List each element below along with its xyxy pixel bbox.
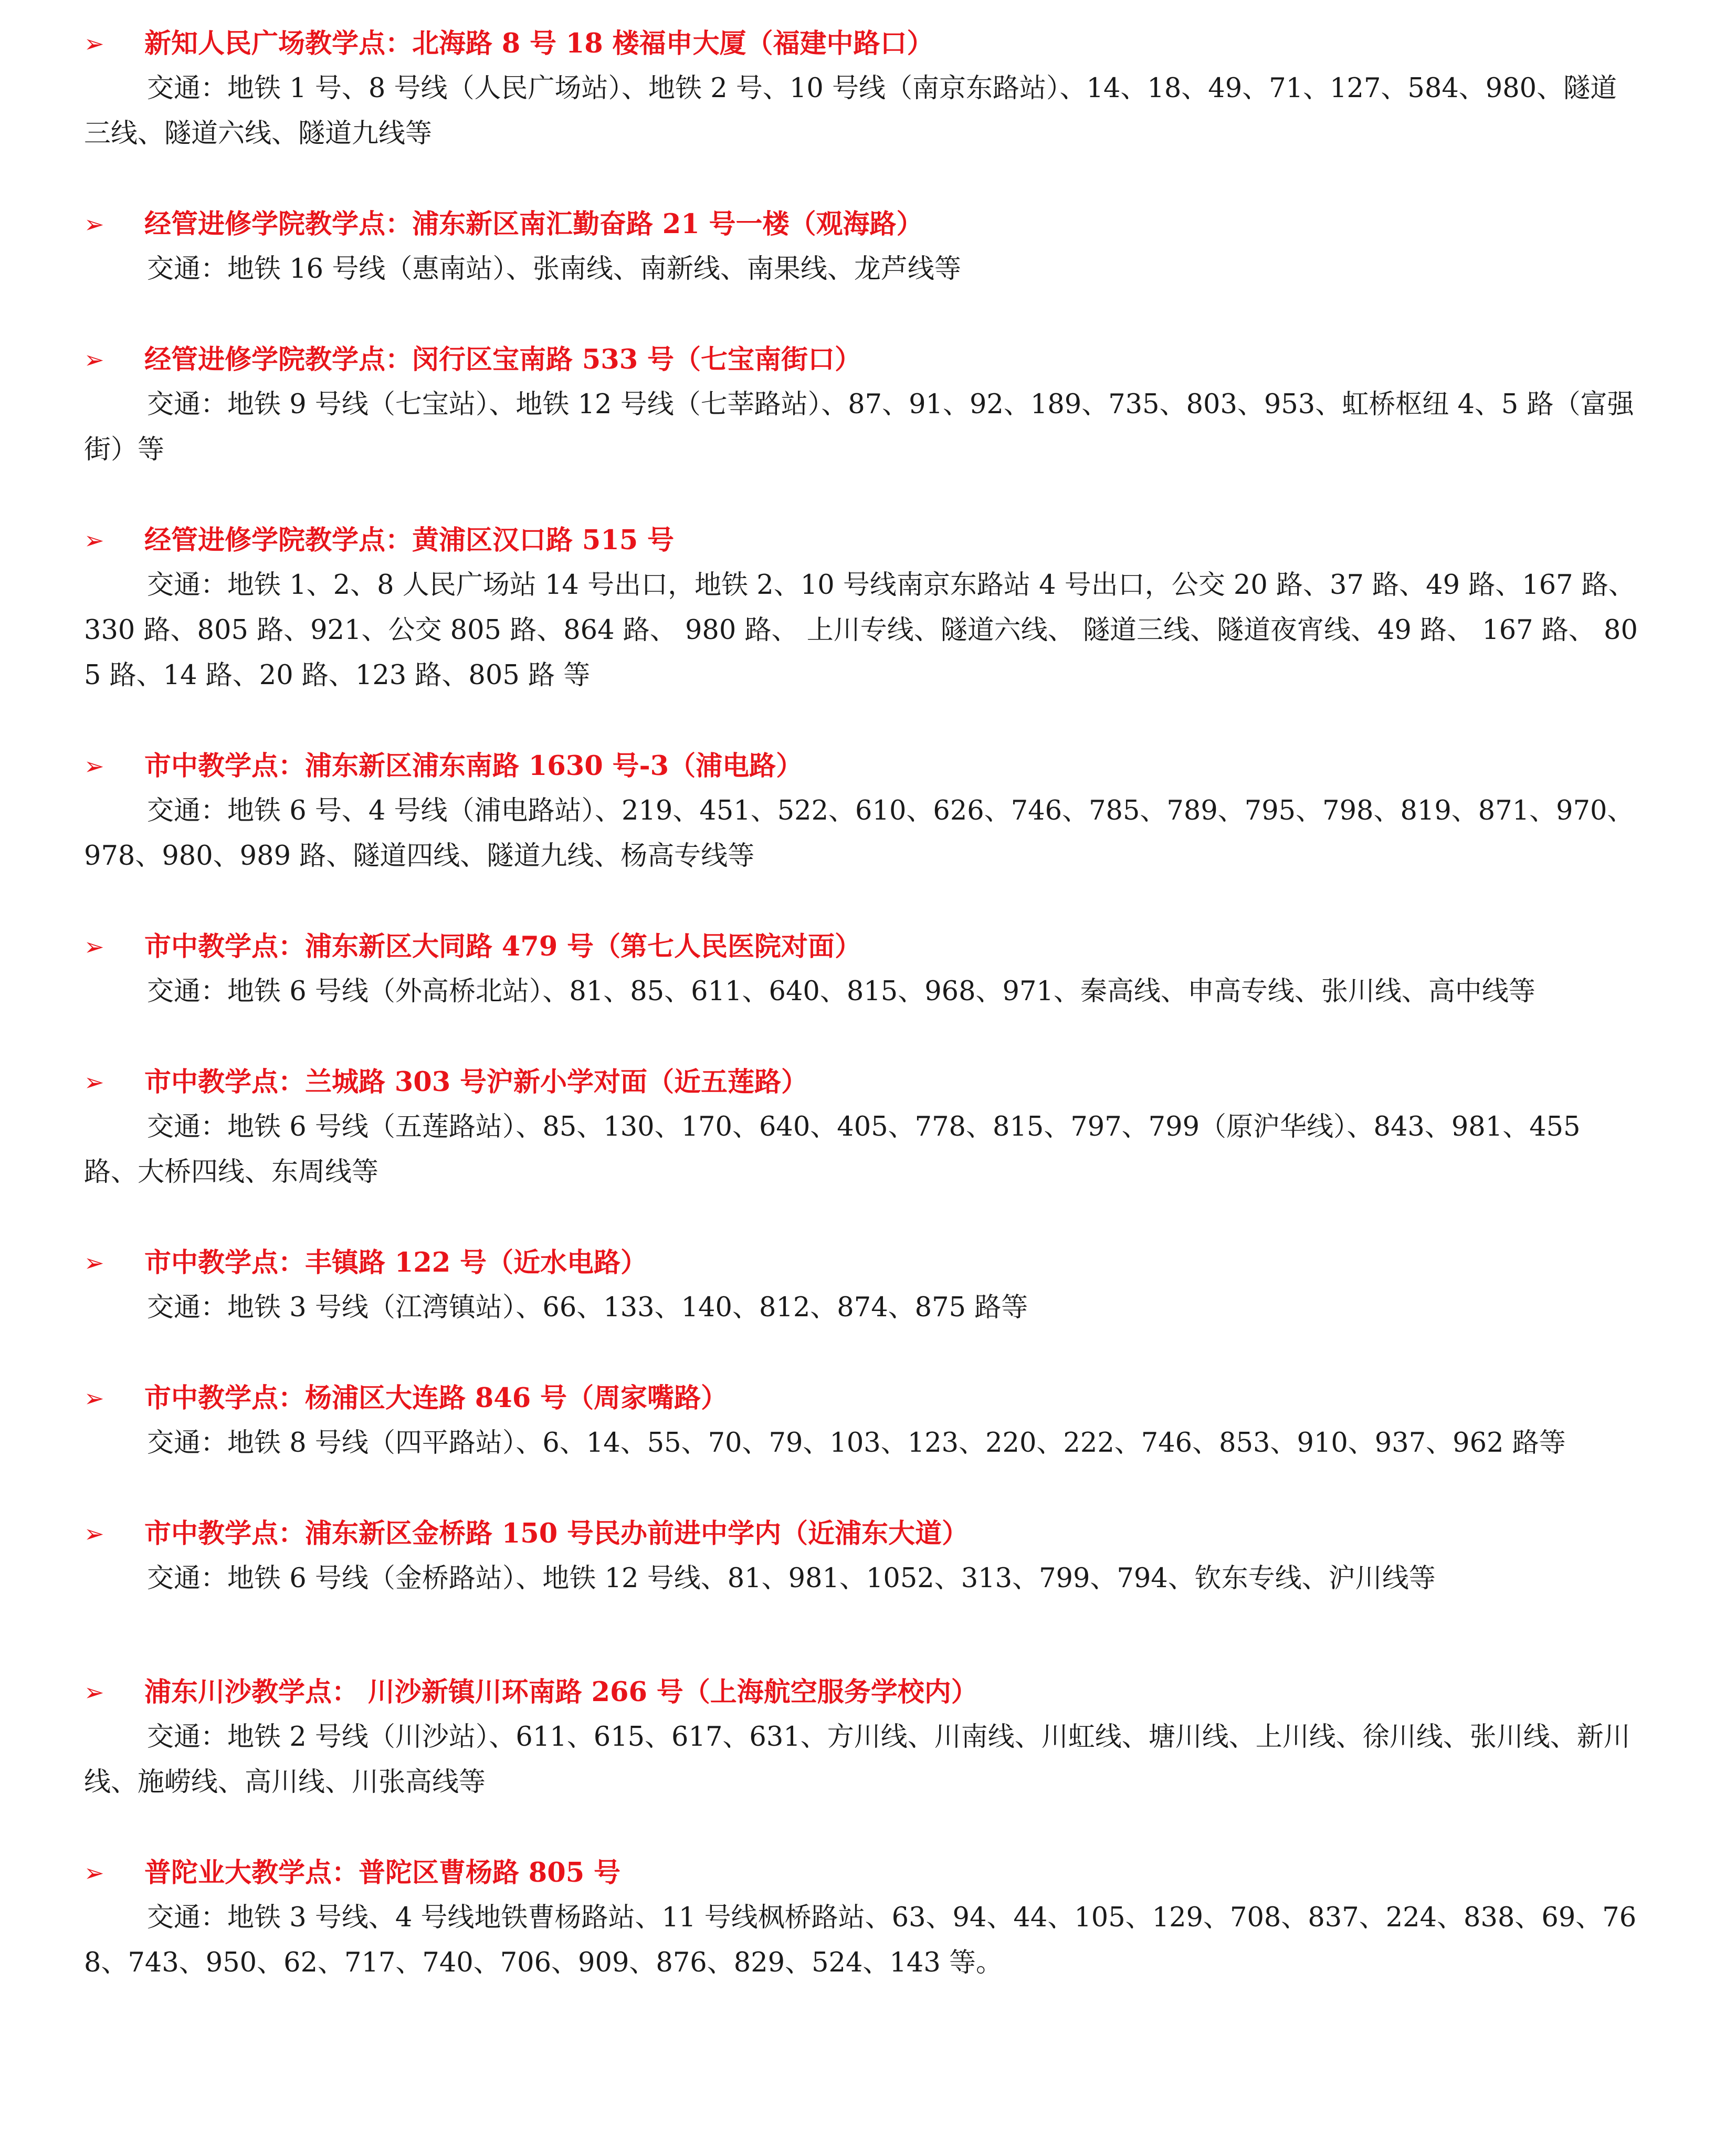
- bullet-arrow-icon: ➢: [84, 29, 104, 58]
- location-title: [84, 1511, 1638, 1556]
- bullet-arrow-icon: ➢: [84, 1249, 104, 1277]
- location-title-text: 市中教学点：浦东新区浦东南路 1630 号-3（浦电路）: [144, 750, 803, 782]
- spacer: [84, 1014, 1638, 1060]
- transit-info: 交通：地铁 6 号线（金桥路站）、地铁 12 号线、81、981、1052、313、799、794、钦东专线、沪川线等: [147, 1563, 1436, 1594]
- transit-info: 交通：地铁 9 号线（七宝站）、地铁 12 号线（七莘路站）、87、91、92、189、735、803、953、虹桥枢纽 4、5 路（富强街）等: [84, 389, 1634, 465]
- location-entry-11: [84, 1670, 1638, 1805]
- location-title-text: 市中教学点：丰镇路 122 号（近水电路）: [144, 1247, 647, 1278]
- transit-info: 交通：地铁 6 号、4 号线（浦电路站）、219、451、522、610、626、746、785、789、795、798、819、871、970、978、980、989 路、隧道四线、隧道九线、杨高专线等: [84, 795, 1634, 872]
- spacer: [84, 292, 1638, 337]
- location-title-text: 经管进修学院教学点：黄浦区汉口路 515 号: [144, 525, 674, 556]
- location-entry-12: [84, 1850, 1638, 1986]
- location-entry-1: [84, 21, 1638, 156]
- spacer: [84, 1805, 1638, 1850]
- location-title: [84, 337, 1638, 382]
- location-entry-5: [84, 743, 1638, 879]
- location-title-text: 浦东川沙教学点： 川沙新镇川环南路 266 号（上海航空服务学校内）: [144, 1676, 978, 1708]
- transit-info: 交通：地铁 3 号线、4 号线地铁曹杨路站、11 号线枫桥路站、63、94、44、105、129、708、837、224、838、69、768、743、950、62、717、740、706、909、876、829、524、143 等。: [84, 1902, 1637, 1978]
- location-title-text: 市中教学点：浦东新区大同路 479 号（第七人民医院对面）: [144, 931, 861, 962]
- bullet-arrow-icon: ➢: [84, 932, 104, 961]
- location-title-text: 新知人民广场教学点：北海路 8 号 18 楼福申大厦（福建中路口）: [144, 28, 934, 59]
- bullet-arrow-icon: ➢: [84, 526, 104, 554]
- location-title: [84, 21, 1638, 66]
- location-list: [84, 21, 1638, 1986]
- location-title: [84, 202, 1638, 247]
- bullet-arrow-icon: ➢: [84, 210, 104, 238]
- location-title-text: 经管进修学院教学点：闵行区宝南路 533 号（七宝南街口）: [144, 344, 861, 375]
- spacer: [84, 1330, 1638, 1376]
- location-title-text: 普陀业大教学点：普陀区曹杨路 805 号: [144, 1857, 620, 1889]
- transit-info: 交通：地铁 2 号线（川沙站）、611、615、617、631、方川线、川南线、川虹线、塘川线、上川线、徐川线、张川线、新川线、施崂线、高川线、川张高线等: [84, 1722, 1630, 1798]
- transit-info: 交通：地铁 1 号、8 号线（人民广场站）、地铁 2 号、10 号线（南京东路站）、14、18、49、71、127、584、980、隧道三线、隧道六线、隧道九线等: [84, 73, 1617, 149]
- location-title: [84, 1850, 1638, 1895]
- location-title: [84, 924, 1638, 969]
- bullet-arrow-icon: ➢: [84, 1678, 104, 1706]
- spacer: [84, 1195, 1638, 1240]
- location-title: [84, 518, 1638, 563]
- location-title-text: 市中教学点：兰城路 303 号沪新小学对面（近五莲路）: [144, 1066, 808, 1098]
- location-entry-9: [84, 1376, 1638, 1466]
- spacer: [84, 1601, 1638, 1670]
- spacer: [84, 1466, 1638, 1511]
- transit-info: 交通：地铁 6 号线（五莲路站）、85、130、170、640、405、778、815、797、799（原沪华线）、843、981、455 路、大桥四线、东周线等: [84, 1111, 1581, 1188]
- location-entry-7: [84, 1060, 1638, 1195]
- location-title-text: 经管进修学院教学点：浦东新区南汇勤奋路 21 号一楼（观海路）: [144, 208, 923, 240]
- transit-info: 交通：地铁 3 号线（江湾镇站）、66、133、140、812、874、875 路等: [147, 1292, 1028, 1323]
- location-title-text: 市中教学点：杨浦区大连路 846 号（周家嘴路）: [144, 1382, 728, 1414]
- location-entry-10: [84, 1511, 1638, 1601]
- location-entry-3: [84, 337, 1638, 473]
- location-entry-8: [84, 1240, 1638, 1330]
- location-entry-6: [84, 924, 1638, 1014]
- bullet-arrow-icon: ➢: [84, 345, 104, 374]
- spacer: [84, 698, 1638, 743]
- location-title: [84, 1376, 1638, 1421]
- location-entry-2: [84, 202, 1638, 292]
- spacer: [84, 879, 1638, 924]
- location-title-text: 市中教学点：浦东新区金桥路 150 号民办前进中学内（近浦东大道）: [144, 1518, 969, 1549]
- transit-info: 交通：地铁 8 号线（四平路站）、6、14、55、70、79、103、123、220、222、746、853、910、937、962 路等: [147, 1428, 1566, 1459]
- location-title: [84, 1670, 1638, 1715]
- location-title: [84, 1240, 1638, 1285]
- bullet-arrow-icon: ➢: [84, 752, 104, 780]
- transit-info: 交通：地铁 1、2、8 人民广场站 14 号出口，地铁 2、10 号线南京东路站 4 号出口，公交 20 路、37 路、49 路、167 路、330 路、805 路、921、公交 805 路、864 路、 980 路、 上川专线、隧道六线、 隧道三线、隧道夜宵线、49 路、 167 路、 805 路、14 路、20 路、123 路、805 路 等: [84, 570, 1638, 691]
- location-title: [84, 1060, 1638, 1105]
- location-title: [84, 743, 1638, 789]
- location-entry-4: [84, 518, 1638, 698]
- bullet-arrow-icon: ➢: [84, 1068, 104, 1096]
- spacer: [84, 156, 1638, 202]
- bullet-arrow-icon: ➢: [84, 1384, 104, 1412]
- bullet-arrow-icon: ➢: [84, 1519, 104, 1548]
- spacer: [84, 473, 1638, 518]
- bullet-arrow-icon: ➢: [84, 1859, 104, 1887]
- transit-info: 交通：地铁 16 号线（惠南站）、张南线、南新线、南果线、龙芦线等: [147, 254, 961, 285]
- transit-info: 交通：地铁 6 号线（外高桥北站）、81、85、611、640、815、968、971、秦高线、申高专线、张川线、高中线等: [147, 976, 1535, 1007]
